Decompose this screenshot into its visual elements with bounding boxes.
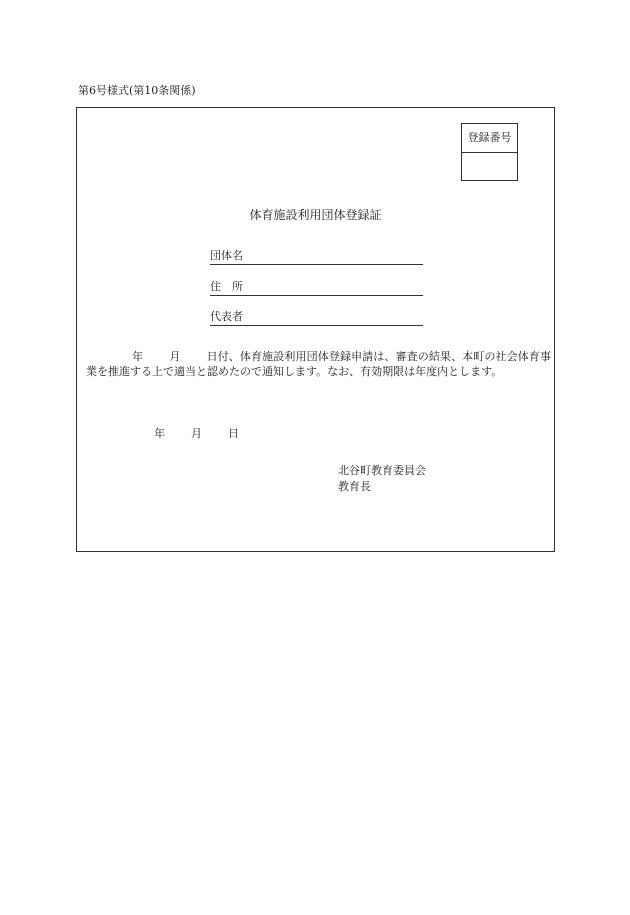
issuer-block xyxy=(338,463,426,495)
address-field xyxy=(210,280,423,296)
issuer-organization: 北谷町教育委員会 xyxy=(338,464,426,477)
registration-number-value xyxy=(462,153,517,181)
address-label: 住 所 xyxy=(210,280,243,293)
issue-day: 日 xyxy=(228,427,239,440)
issue-year: 年 xyxy=(154,427,165,440)
group-name-label: 団体名 xyxy=(210,249,243,262)
form-number-label: 第6号様式(第10条関係) xyxy=(78,84,196,97)
notice-paragraph xyxy=(86,349,551,379)
notice-month: 月 xyxy=(169,350,181,363)
notice-year: 年 xyxy=(132,350,144,363)
group-name-field xyxy=(210,249,423,265)
certificate-frame xyxy=(76,107,555,552)
issue-date xyxy=(154,427,239,441)
issuer-title: 教育長 xyxy=(338,480,371,493)
representative-field xyxy=(210,310,423,326)
issue-month: 月 xyxy=(191,427,202,440)
registration-number-label: 登録番号 xyxy=(462,124,517,153)
notice-body: 日付、体育施設利用団体登録申請は、審査の結果、本町の社会体育事業を推進する上で適当と認めたので通知します。なお、有効期限は年度内とします。 xyxy=(86,350,552,378)
registration-number-box xyxy=(461,123,518,181)
document-title: 体育施設利用団体登録証 xyxy=(249,208,382,222)
representative-label: 代表者 xyxy=(210,310,243,323)
